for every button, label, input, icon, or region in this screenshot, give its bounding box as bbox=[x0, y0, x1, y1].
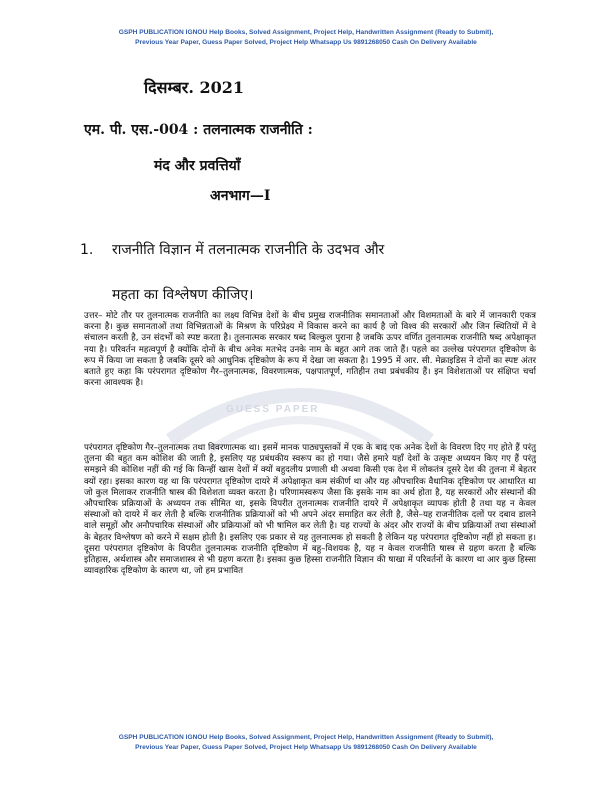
footer-banner bbox=[20, 733, 592, 753]
question-number: 1. bbox=[80, 242, 94, 258]
header-banner bbox=[20, 28, 592, 48]
watermark-text: GUESS PAPER bbox=[226, 404, 320, 415]
question-text-1: राजनीति विज्ञान में तलनात्मक राजनीति के उदभव और bbox=[112, 242, 385, 258]
exam-date: दिसम्बर. 2021 bbox=[144, 78, 245, 97]
question-line-2: महता का विश्लेषण कीजिए। bbox=[112, 287, 254, 303]
answer-paragraph-1: उत्तर– मोटे तौर पर तुलनात्मक राजनीति का लक्ष्य विभिन्न देशों के बीच प्रमुख राजनीतिक समानताओं और विशमताओं के बारे में जानकारी एकत्र करना है। कुछ समानताओं तथा विभिन्नताओं के मिश्रण के परिप्रेक्ष्य में विकास करने का कार्य है जो विश्व की सरकारों और जिन स्थितियों में वे संचालन करती है, उन संदर्भों को स्पष्ट करता है। तुलनात्मक सरकार षब्द बिल्कुल पुराना है जबकि ऊपर वर्णित तुलनात्मक राजनीति षब्द अपेक्षाकृत नया है। परिवर्तन महत्वपूर्ण है क्योंकि दोनों के बीच अनेक मतभेद उनके नाम के बहुत आगे तक जाते हैं। पहले का उल्लेख परंपरागत दृष्टिकोण के रूप में किया जा सकता है जबकि दूसरे को आधुनिक दृष्टिकोण के रूप में देखा जा सकता है। 1995 में आर. सी. मेक्राइडिस ने दोनों का स्पष्ट अंतर बताते हुए कहा कि परंपरागत दृष्टिकोण गैर–तुलनात्मक, विवरणात्मक, पक्षपातपूर्ण, गतिहीन तथा प्रबंधकीय हैं। इन विशेशताओं पर संक्षिप्त चर्चा करना आवश्यक है। bbox=[84, 311, 536, 389]
answer-paragraph-2: परंपरागत दृष्टिकोण गैर–तुलनात्मक तथा विवरणात्मक था। इसमें मानक पाठ्यपुस्तकों में एक के बाद एक अनेक देशों के विवरण दिए गए होते हैं परंतु तुलना की बहुत कम कोशिश की जाती है, इसलिए यह प्रबंधकीय स्वरूप का हो गया। जैसे हमारे यहाँ देशों के उत्कृष्ट अध्ययन किए गए हैं परंतु समझने की कोशिश नहीं की गई कि किन्हीं खास देशों में क्यों बहुदलीय प्रणाली थी अथवा किसी एक देश में लोकतंत्र दूसरे देश की तुलना में बेहतर क्यों रहा। इसका कारण यह था कि परंपरागत दृष्टिकोण दायरे में अपेक्षाकृत कम संकीर्ण था और यह औपचारिक वैधानिक दृष्टिकोण पर आधारित था जो कुल मिलाकर राजनीति षास्त्र की विशेशता व्यक्त करता है। परिणामस्वरूप जैसा कि इसके नाम का अर्थ होता है, यह सरकारों और संस्थानों की औपचारिक प्रक्रियाओं के अध्ययन तक सीमित था, इसके विपरीत तुलनात्मक राजनीति दायरे में अपेक्षाकृत व्यापक होती है तथा यह न केवल संस्थाओं को दायरे में कर लेती है बल्कि राजनीतिक प्रक्रियाओं को भी अपने अंदर समाहित कर लेती है, जैसे–यह राजनीतिक दलों पर दबाव डालने वाले समूहों और अनौपचारिक संस्थाओं और प्रक्रियाओं को भी षामिल कर लेती है। यह राज्यों के अंदर और राज्यों के बीच प्रक्रियाओं तथा संस्थाओं के बेहतर विश्लेषण को करने में सक्षम होती है। इसलिए एक प्रकार से यह तुलनात्मक हो सकती है लेकिन यह परंपरागत दृष्टिकोण नहीं हो सकता ह। दूसरा परंपरागत दृष्टिकोण के विपरीत तुलनात्मक राजनीति दृष्टिकोण में बहु–विशयक है, यह न केवल राजनीति षास्त्र से ग्रहण करता है बल्कि इतिहास, अर्थशास्त्र और समाजशास्त्र से भी ग्रहण करता है। इसका कुछ हिस्सा राजनीति विज्ञान की षाखा में परिवर्तनों के कारण था आर कुछ हिस्सा व्यावहारिक दृष्टिकोण के कारण था, जो हम प्रभावित bbox=[84, 443, 536, 577]
section-heading: अनभाग—I bbox=[210, 188, 271, 204]
course-subtitle: मंद और प्रवत्तियाँ bbox=[154, 158, 241, 174]
footer-banner-line-2: Previous Year Paper, Guess Paper Solved, Project Help Whatsapp Us 9891268050 Cash On Delivery Available bbox=[135, 744, 477, 751]
header-banner-line-2: Previous Year Paper, Guess Paper Solved, Project Help Whatsapp Us 9891268050 Cash On Delivery Available bbox=[135, 39, 477, 46]
footer-banner-line-1: GSPH PUBLICATION IGNOU Help Books, Solved Assignment, Project Help, Handwritten Assignment (Ready to Submit), bbox=[118, 734, 494, 741]
header-banner-line-1: GSPH PUBLICATION IGNOU Help Books, Solved Assignment, Project Help, Handwritten Assignment (Ready to Submit), bbox=[118, 29, 494, 36]
course-title: एम. पी. एस.-004 : तलनात्मक राजनीति : bbox=[84, 122, 313, 138]
question-line-1 bbox=[80, 240, 384, 259]
